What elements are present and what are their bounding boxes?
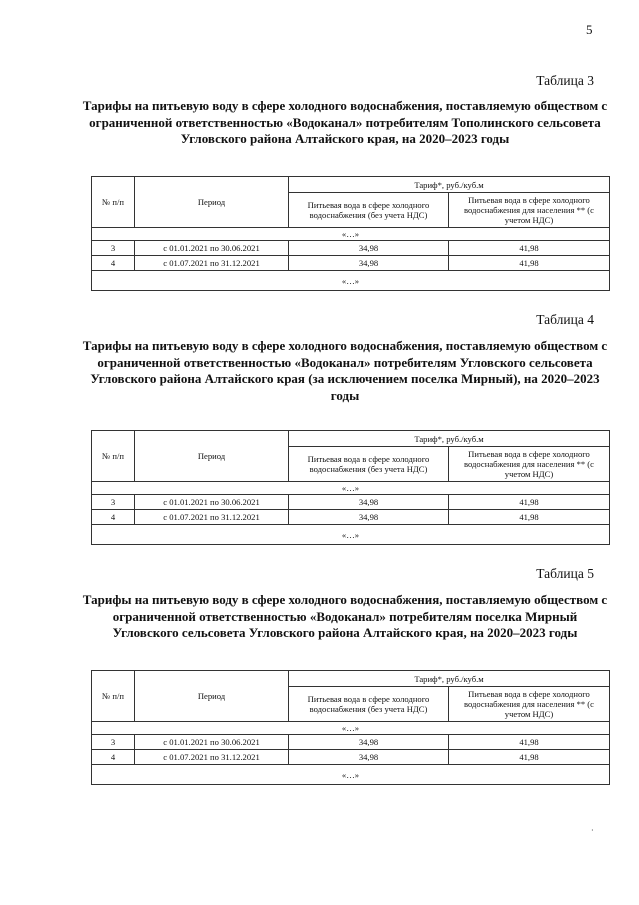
header-num: № п/п [92,431,135,482]
table-number: Таблица 5 [536,566,594,581]
row-period: с 01.01.2021 по 30.06.2021 [135,735,289,750]
ellipsis-row: «…» [92,271,610,291]
table-row [92,495,610,510]
table-row [92,256,610,271]
table-row [92,510,610,525]
row-num: 3 [92,495,135,510]
ellipsis-row: «…» [92,765,610,785]
header-no-vat: Питьевая вода в сфере холодного водоснабжения (без учета НДС) [289,447,449,482]
tariff-table [91,430,610,545]
row-num: 4 [92,510,135,525]
table-row [92,241,610,256]
row-period: с 01.01.2021 по 30.06.2021 [135,495,289,510]
row-vat: 41,98 [449,256,610,271]
header-period: Период [135,671,289,722]
row-num: 4 [92,750,135,765]
row-vat: 41,98 [449,495,610,510]
tariff-table [91,176,610,291]
header-tariff: Тариф*, руб./куб.м [289,177,610,193]
row-num: 4 [92,256,135,271]
header-num: № п/п [92,671,135,722]
row-no-vat: 34,98 [289,495,449,510]
header-tariff: Тариф*, руб./куб.м [289,431,610,447]
table-row [92,735,610,750]
table-title: Тарифы на питьевую воду в сфере холодного водоснабжения, поставляемую обществом с ограниченной ответственностью «Водоканал» потребителям Угловского сельсовета Угловского района Алтайского края (за исключением поселка Мирный), на 2020–2023 годы [82,338,608,403]
ellipsis-row: «…» [92,525,610,545]
row-period: с 01.07.2021 по 31.12.2021 [135,510,289,525]
header-no-vat: Питьевая вода в сфере холодного водоснабжения (без учета НДС) [289,193,449,228]
header-vat: Питьевая вода в сфере холодного водоснабжения для населения ** (с учетом НДС) [449,193,610,228]
row-vat: 41,98 [449,510,610,525]
header-period: Период [135,177,289,228]
tariff-table [91,670,610,785]
table-number: Таблица 4 [536,312,594,327]
row-num: 3 [92,241,135,256]
header-vat: Питьевая вода в сфере холодного водоснабжения для населения ** (с учетом НДС) [449,447,610,482]
ellipsis-row: «…» [92,722,610,735]
row-period: с 01.01.2021 по 30.06.2021 [135,241,289,256]
header-period: Период [135,431,289,482]
ellipsis-row: «…» [92,482,610,495]
row-vat: 41,98 [449,735,610,750]
header-tariff: Тариф*, руб./куб.м [289,671,610,687]
row-period: с 01.07.2021 по 31.12.2021 [135,750,289,765]
row-no-vat: 34,98 [289,241,449,256]
table-title: Тарифы на питьевую воду в сфере холодного водоснабжения, поставляемую обществом с ограниченной ответственностью «Водоканал» потребителям поселка Мирный Угловского сельсовета Угловского района Алтайского края, на 2020–2023 годы [82,592,608,640]
table-row [92,750,610,765]
header-num: № п/п [92,177,135,228]
row-period: с 01.07.2021 по 31.12.2021 [135,256,289,271]
table-number: Таблица 3 [536,73,594,88]
table-title: Тарифы на питьевую воду в сфере холодного водоснабжения, поставляемую обществом с ограниченной ответственностью «Водоканал» потребителям Тополинского сельсовета Угловского района Алтайского края, на 2020–2023 годы [82,98,608,146]
ellipsis-row: «…» [92,228,610,241]
row-no-vat: 34,98 [289,510,449,525]
scan-speck: · [591,826,594,835]
row-no-vat: 34,98 [289,735,449,750]
row-no-vat: 34,98 [289,256,449,271]
header-vat: Питьевая вода в сфере холодного водоснабжения для населения ** (с учетом НДС) [449,687,610,722]
row-no-vat: 34,98 [289,750,449,765]
row-vat: 41,98 [449,241,610,256]
header-no-vat: Питьевая вода в сфере холодного водоснабжения (без учета НДС) [289,687,449,722]
page-number: 5 [586,22,593,37]
row-num: 3 [92,735,135,750]
row-vat: 41,98 [449,750,610,765]
